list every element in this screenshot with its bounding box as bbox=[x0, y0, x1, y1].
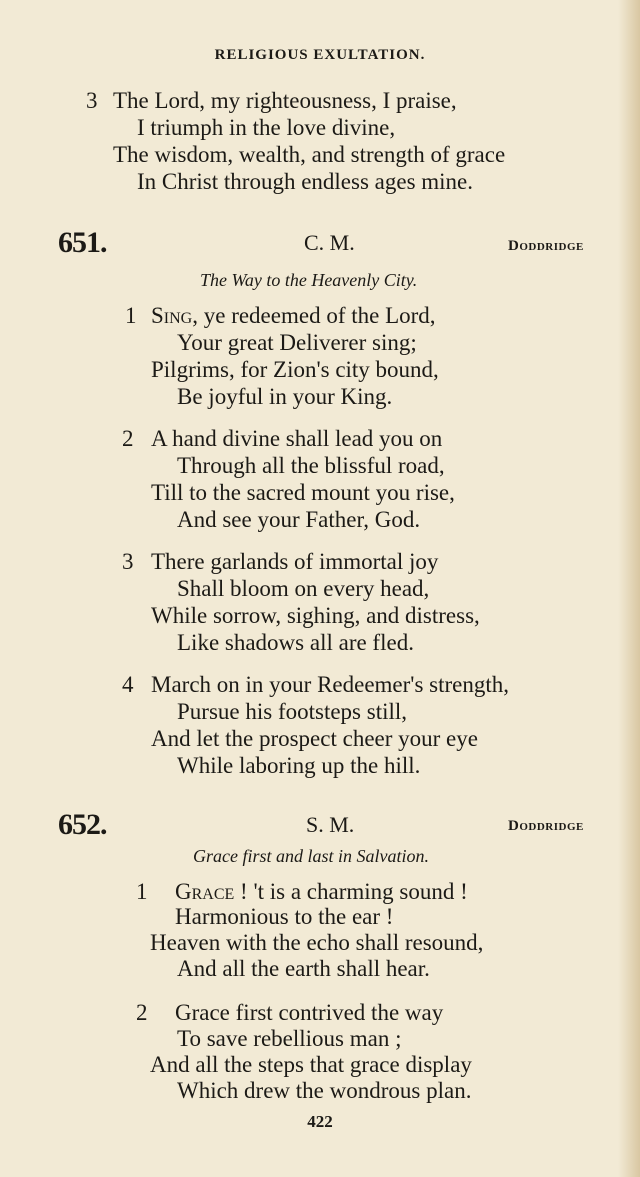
hymn-meter: S. M. bbox=[306, 812, 355, 837]
verse-line: In Christ through endless ages mine. bbox=[137, 169, 474, 194]
verse-line: Heaven with the echo shall resound, bbox=[150, 930, 484, 955]
verse-line: While sorrow, sighing, and distress, bbox=[151, 603, 480, 628]
verse-line: Till to the sacred mount you rise, bbox=[151, 480, 455, 505]
verse-line: While laboring up the hill. bbox=[177, 753, 421, 778]
verse-line: And let the prospect cheer your eye bbox=[151, 726, 478, 751]
hymn-author: Doddridge bbox=[508, 818, 584, 834]
hymn-number: 652. bbox=[58, 808, 107, 841]
verse-line: A hand divine shall lead you on bbox=[151, 426, 443, 451]
verse-line: Like shadows all are fled. bbox=[177, 630, 414, 655]
hymn-title: The Way to the Heavenly City. bbox=[200, 270, 418, 290]
verse-line: To save rebellious man ; bbox=[177, 1026, 402, 1051]
verse-line: The Lord, my righteousness, I praise, bbox=[113, 88, 457, 113]
stanza-number: 1 bbox=[125, 303, 137, 328]
verse-line-rest: ye redeemed of the Lord, bbox=[197, 303, 436, 328]
verse-line: Pilgrims, for Zion's city bound, bbox=[151, 357, 439, 382]
verse-line-rest: ! 't is a charming sound ! bbox=[234, 879, 468, 904]
stanza-number: 1 bbox=[136, 879, 148, 904]
verse-line: Which drew the wondrous plan. bbox=[177, 1078, 472, 1103]
first-word: Grace bbox=[175, 879, 235, 904]
hymn-author: Doddridge bbox=[508, 238, 584, 254]
verse-line: And all the steps that grace display bbox=[150, 1052, 472, 1077]
verse-line: Through all the blissful road, bbox=[177, 453, 445, 478]
verse-line: Harmonious to the ear ! bbox=[175, 904, 394, 929]
page-number: 422 bbox=[307, 1112, 333, 1131]
verse-line: The wisdom, wealth, and strength of grace bbox=[113, 142, 506, 167]
verse-line: Grace first contrived the way bbox=[175, 1000, 444, 1025]
hymn-number: 651. bbox=[58, 226, 107, 259]
verse-line: March on in your Redeemer's strength, bbox=[151, 672, 509, 697]
stanza-number: 2 bbox=[122, 426, 134, 451]
verse-line: Be joyful in your King. bbox=[177, 384, 393, 409]
verse-line: Shall bloom on every head, bbox=[177, 576, 430, 601]
verse-line: And all the earth shall hear. bbox=[177, 956, 430, 981]
stanza-number: 2 bbox=[136, 1000, 148, 1025]
verse-line: Pursue his footsteps still, bbox=[177, 699, 408, 724]
verse-line bbox=[151, 303, 436, 329]
verse-line bbox=[175, 879, 468, 905]
verse-line: And see your Father, God. bbox=[177, 507, 421, 532]
verse-line: There garlands of immortal joy bbox=[151, 549, 439, 574]
running-head: RELIGIOUS EXULTATION. bbox=[214, 47, 426, 63]
hymn-meter: C. M. bbox=[304, 230, 355, 255]
first-word: Sing, bbox=[151, 303, 198, 328]
page-edge-shading bbox=[618, 0, 640, 1177]
stanza-number: 3 bbox=[86, 88, 98, 113]
verse-line: I triumph in the love divine, bbox=[137, 115, 396, 140]
stanza-number: 4 bbox=[122, 672, 134, 697]
hymn-title: Grace first and last in Salvation. bbox=[193, 846, 429, 866]
stanza-number: 3 bbox=[122, 549, 134, 574]
verse-line: Your great Deliverer sing; bbox=[177, 330, 417, 355]
